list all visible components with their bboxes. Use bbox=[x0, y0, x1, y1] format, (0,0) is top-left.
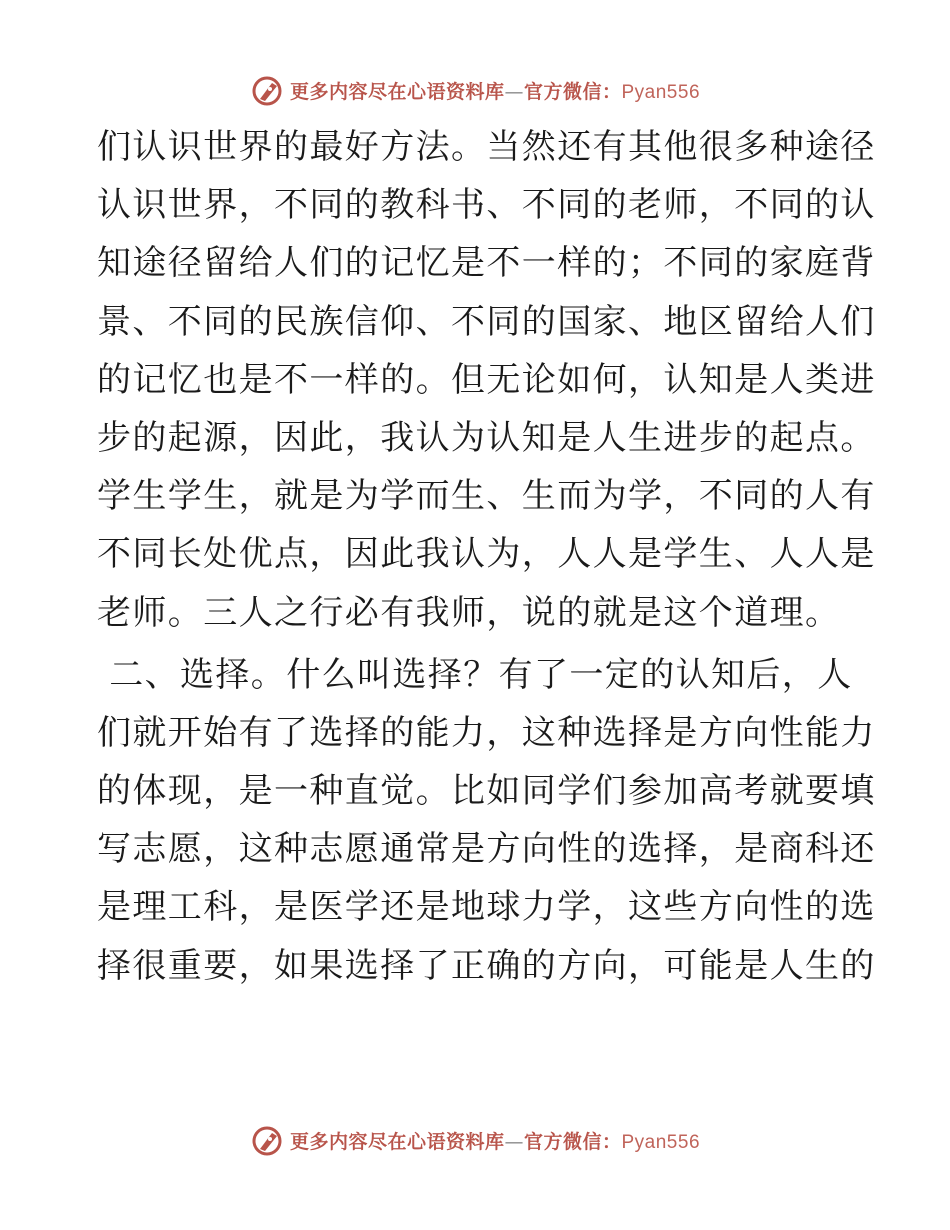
text-line: 景、不同的民族信仰、不同的国家、地区留给人们 bbox=[97, 301, 876, 342]
banner-brand: 更多内容尽在心语资料库 bbox=[289, 1130, 505, 1153]
header-watermark-banner bbox=[0, 70, 950, 110]
text-line: 的体现，是一种直觉。比如同学们参加高考就要填 bbox=[97, 771, 876, 812]
footer-watermark-banner bbox=[0, 1120, 950, 1160]
text-line: 们认识世界的最好方法。当然还有其他很多种途径 bbox=[97, 127, 876, 167]
document-body bbox=[97, 118, 876, 995]
text-line: 认识世界，不同的教科书、不同的老师，不同的认 bbox=[97, 185, 876, 226]
text-line: 们就开始有了选择的能力，这种选择是方向性能力 bbox=[97, 712, 876, 753]
text-line: 是理工科，是医学还是地球力学，这些方向性的选 bbox=[97, 887, 876, 928]
banner-text bbox=[290, 1127, 700, 1154]
text-line: 知途径留给人们的记忆是不一样的；不同的家庭背 bbox=[97, 243, 876, 284]
paragraph bbox=[97, 646, 876, 995]
banner-dash: — bbox=[504, 1130, 524, 1153]
banner-label: 官方微信： bbox=[523, 1130, 622, 1153]
pen-nib-circle-logo-icon bbox=[250, 73, 284, 107]
text-line: 学生学生，就是为学而生、生而为学，不同的人有 bbox=[97, 476, 876, 517]
banner-dash: — bbox=[504, 80, 524, 103]
text-line: 的记忆也是不一样的。但无论如何，认知是人类进 bbox=[97, 359, 876, 400]
banner-wechat-id: Pyan556 bbox=[621, 1131, 701, 1153]
pen-nib-circle-logo-icon bbox=[250, 1123, 284, 1157]
text-line: 老师。三人之行必有我师，说的就是这个道理。 bbox=[97, 592, 841, 633]
banner-wechat-id: Pyan556 bbox=[621, 81, 701, 103]
text-line: 择很重要，如果选择了正确的方向，可能是人生的 bbox=[97, 945, 876, 986]
text-line: 写志愿，这种志愿通常是方向性的选择，是商科还 bbox=[97, 829, 876, 870]
banner-brand: 更多内容尽在心语资料库 bbox=[289, 80, 505, 103]
paragraph bbox=[97, 118, 876, 642]
text-line: 步的起源，因此，我认为认知是人生进步的起点。 bbox=[97, 417, 876, 458]
text-line: 二、选择。什么叫选择？有了一定的认知后，人 bbox=[97, 654, 853, 695]
text-line: 不同长处优点，因此我认为，人人是学生、人人是 bbox=[97, 534, 876, 575]
banner-label: 官方微信： bbox=[523, 80, 622, 103]
banner-text bbox=[290, 77, 700, 104]
